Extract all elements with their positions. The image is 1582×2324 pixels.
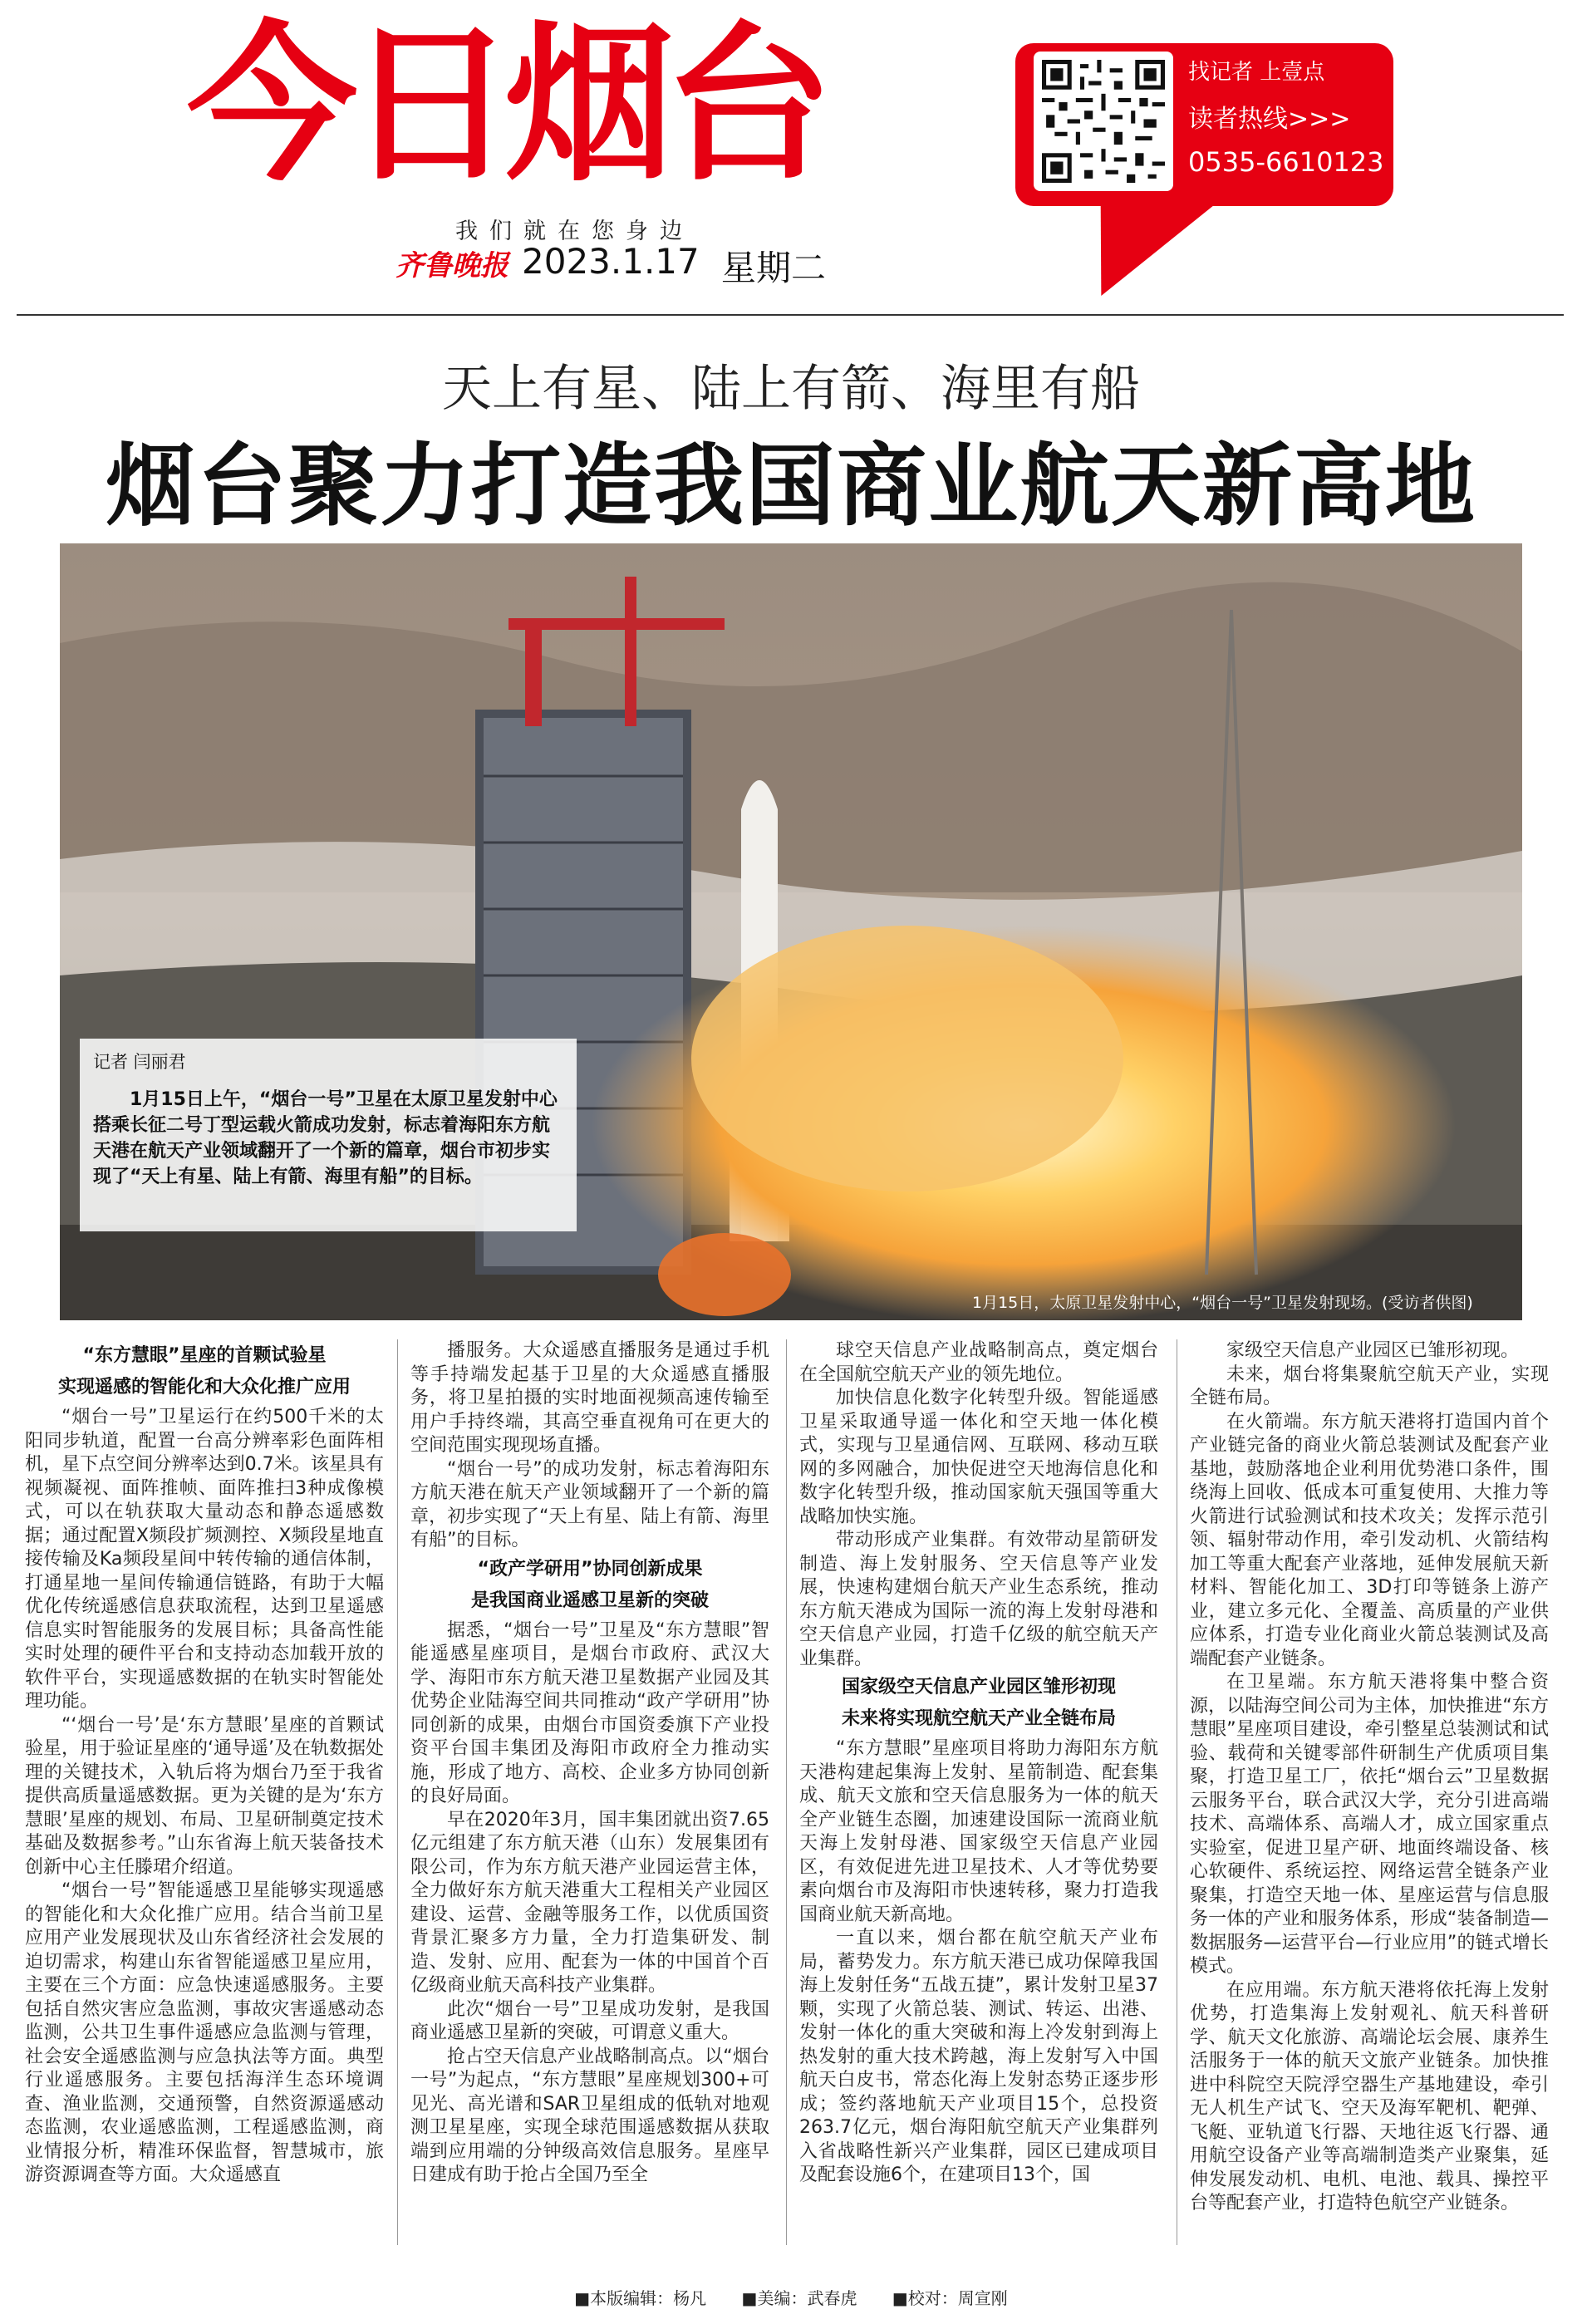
paragraph: 未来，烟台将集聚航空航天产业，实现全链布局。: [1190, 1363, 1549, 1408]
article-column-3: [799, 1339, 1158, 2188]
photo-caption: 1月15日，太原卫星发射中心，“烟台一号”卫星发射现场。(受访者供图): [972, 1294, 1473, 1312]
article-headline: 烟台聚力打造我国商业航天新高地: [105, 434, 1476, 538]
subheading: 未来将实现航空航天产业全链布局: [841, 1708, 1116, 1729]
lead-paragraph: 1月15日上午，“烟台一号”卫星在太原卫星发射中心搭乘长征二号丁型运载火箭成功发射，标志着海阳东方航天港在航天产业领域翻开了一个新的篇章，烟台市初步实现了“天上有星、陆上有箭、海里有船”的目标。: [93, 1089, 558, 1187]
paragraph: 据悉，“烟台一号”卫星及“东方慧眼”智能遥感星座项目，是烟台市政府、武汉大学、海阳市东方航天港卫星数据产业园及其优势企业陆海空间共同推动“政产学研用”协同创新的成果，由烟台市国资委旗下产业投资平台国丰集团及海阳市政府全力推动实施，形成了地方、高校、企业多方协同创新的良好局面。: [410, 1619, 769, 1806]
credit-designer: ■美编：武春虎: [741, 2288, 857, 2308]
paragraph: “烟台一号”智能遥感卫星能够实现遥感的智能化和大众化推广应用。结合当前卫星应用产业发展现状及山东省经济社会发展的迫切需求，构建山东省智能遥感卫星应用，主要在三个方面：应急快速遥感服务。主要包括自然灾害应急监测，事故灾害遥感动态监测，公共卫生事件遥感应急监测与管理，社会安全遥感监测与应急执法等方面。典型行业遥感服务。主要包括海洋生态环境调查、渔业监测，交通预警，自然资源遥感动态监测，农业遥感监测，工程遥感监测，商业情报分析，精准环保监督，智慧城市，旅游资源调查等方面。大众遥感直: [25, 1880, 384, 2185]
paragraph: “东方慧眼”星座项目将助力海阳东方航天港构建起集海上发射、星箭制造、配套集成、航天文旅和空天信息服务为一体的航天全产业链生态圈，加速建设国际一流商业航天海上发射母港、国家级空天信息产业园区，有效促进先进卫星技术、人才等优势要素向烟台市及海阳市快速转移，聚力打造我国商业航天新高地。: [799, 1738, 1158, 1925]
masthead-title: 今日烟台: [187, 7, 822, 204]
paragraph: “烟台一号”的成功发射，标志着海阳东方航天港在航天产业领域翻开了一个新的篇章，初步实现了“天上有星、陆上有箭、海里有船”的目标。: [410, 1458, 769, 1550]
paragraph: 播服务。大众遥感直播服务是通过手机等手持端发起基于卫星的大众遥感直播服务，将卫星拍摄的实时地面视频高速传输至用户手持终端，其高空垂直视角可在更大的空间范围实现现场直播。: [410, 1340, 769, 1456]
paragraph: 此次“烟台一号”卫星成功发射，是我国商业遥感卫星新的突破，可谓意义重大。: [410, 1998, 769, 2043]
qr-code-icon[interactable]: [1034, 52, 1173, 191]
subheading: “东方慧眼”星座的首颗试验星: [82, 1345, 327, 1366]
article-column-1: [25, 1339, 384, 2188]
qr-code-graphic: [1042, 60, 1165, 183]
paragraph: “‘烟台一号’是‘东方慧眼’星座的首颗试验星，用于验证星座的‘通导遥’及在轨数据处理的关键技术，入轨后将为烟台乃至于我省提供高质量遥感数据。更为关键的是为‘东方慧眼’星座的规划、布局、卫星研制奠定技术基础及数据参考。”山东省海上航天装备技术创新中心主任滕珺介绍道。: [25, 1714, 384, 1878]
hotline-slogan: 找记者 上壹点: [1188, 60, 1325, 85]
paragraph: 一直以来，烟台都在航空航天产业布局，蓄势发力。东方航天港已成功保障我国海上发射任务“五战五捷”，累计发射卫星37颗，实现了火箭总装、测试、转运、出港、发射一体化的重大突破和海上冷发射到海上热发射的重大技术跨越，海上发射写入中国航天白皮书，常态化海上发射态势正逐步形成；签约落地航天产业项目15个，总投资263.7亿元，烟台海阳航空航天产业集群列入省战略性新兴产业集群，园区已建成项目及配套设施6个，在建项目13个，国: [799, 1928, 1158, 2185]
paragraph: “烟台一号”卫星运行在约500千米的太阳同步轨道，配置一台高分辨率彩色面阵相机，星下点空间分辨率达到0.7米。该星具有视频凝视、面阵推帧、面阵推扫3种成像模式，可以在轨获取大量动态和静态遥感数据；通过配置X频段扩频测控、X频段星地直接传输及Ka频段星间中转传输的通信体制，打通星地一星间传输通信链路，有助于大幅优化传统遥感信息获取流程，达到卫星遥感信息实时智能服务的发展目标；具备高性能实时处理的硬件平台和支持动态加载开放的软件平台，实现遥感数据的在轨实时智能处理功能。: [25, 1407, 384, 1712]
credit-proofreader: ■校对：周宣刚: [892, 2288, 1008, 2308]
issue-weekday: 星期二: [721, 248, 827, 288]
subheading: “政产学研用”协同创新成果: [477, 1558, 703, 1580]
paragraph: 带动形成产业集群。有效带动星箭研发制造、海上发射服务、空天信息等产业发展，快速构建烟台航天产业生态系统，推动东方航天港成为国际一流的海上发射母港和空天信息产业园，打造千亿级的航空航天产业集群。: [799, 1530, 1158, 1669]
masthead-divider: [17, 314, 1564, 316]
paragraph: 在卫星端。东方航天港将集中整合资源，以陆海空间公司为主体，加快推进“东方慧眼”星座项目建设，牵引整星总装测试和试验、载荷和关键零部件研制生产优质项目集聚，打造卫星工厂，依托“烟台云”卫星数据云服务平台，联合武汉大学，充分引进高端技术、高端体系、高端人才，成立国家重点实验室，促进卫星产研、地面终端设备、核心软硬件、系统运控、网络运营全链条产业聚集，打造空天地一体、星座运营与信息服务一体的产业和服务体系，形成“装备制造—数据服务—运营平台—行业应用”的链式增长模式。: [1190, 1672, 1549, 1977]
paragraph: 在应用端。东方航天港将依托海上发射优势，打造集海上发射观礼、航天科普研学、航天文化旅游、高端论坛会展、康养生活服务于一体的航天文旅产业链条。加快推进中科院空天院浮空器生产基地建设，牵引无人机生产试飞、空天及海军靶机、靶弹、飞艇、亚轨道飞行器、天地往返飞行器、通用航空设备产业等高端制造类产业聚集，延伸发展发动机、电机、电池、载具、操控平台等配套产业，打造特色航空产业链条。: [1190, 1979, 1549, 2213]
page-credits: [0, 2285, 1582, 2309]
column-divider: [397, 1339, 398, 2245]
paragraph: 在火箭端。东方航天港将打造国内首个产业链完备的商业火箭总装测试及配套产业基地，鼓励落地企业利用优势港口条件，围绕海上回收、低成本可重复使用、大推力等火箭进行试验测试和技术攻关；发挥示范引领、辐射带动作用，牵引发动机、火箭结构加工等重大配套产业落地，延伸发展航天新材料、智能化加工、3D打印等链条上游产业，建立多元化、全覆盖、高质量的产业供应体系，打造专业化商业火箭总装测试及高端配套产业链条。: [1190, 1411, 1549, 1669]
article-column-4: [1190, 1339, 1549, 2216]
paragraph: 加快信息化数字化转型升级。智能遥感卫星采取通导遥一体化和空天地一体化模式，实现与卫星通信网、互联网、移动互联网的多网融合，加快促进空天地海信息化和数字化转型升级，推动国家航天强国等重大战略加快实施。: [799, 1388, 1158, 1527]
reporter-byline: 记者 闫丽君: [93, 1052, 186, 1072]
hotline-phone[interactable]: 0535-6610123: [1188, 146, 1384, 178]
column-divider: [786, 1339, 787, 2245]
paragraph: 球空天信息产业战略制高点，奠定烟台在全国航空航天产业的领先地位。: [799, 1340, 1158, 1385]
paragraph: 家级空天信息产业园区已雏形初现。: [1226, 1340, 1520, 1361]
subheading: 实现遥感的智能化和大众化推广应用: [57, 1377, 351, 1398]
hotline-bubble-tail: [1043, 196, 1225, 296]
paper-name: 齐鲁晚报: [396, 249, 508, 283]
article-column-2: [410, 1339, 769, 2188]
credit-editor: ■本版编辑：杨凡: [574, 2288, 707, 2308]
paragraph: 抢占空天信息产业战略制高点。以“烟台一号”为起点，“东方慧眼”星座规划300+可见光、高光谱和SAR卫星组成的低轨对地观测卫星星座，实现全球范围遥感数据从获取端到应用端的分钟级高效信息服务。星座早日建成有助于抢占全国乃至全: [410, 2046, 769, 2185]
issue-date: 2023.1.17: [522, 241, 700, 282]
subheading: 国家级空天信息产业园区雏形初现: [841, 1677, 1116, 1698]
hotline-label: 读者热线>>>: [1188, 105, 1351, 134]
subheading: 是我国商业遥感卫星新的突破: [470, 1589, 709, 1611]
paragraph: 早在2020年3月，国丰集团就出资7.65亿元组建了东方航天港（山东）发展集团有限公司，作为东方航天港产业园运营主体，全力做好东方航天港重大工程相关产业园区建设、运营、金融等服务工作，以优质国资背景汇聚多方力量，全力打造集研发、制造、发射、应用、配套为一体的中国首个百亿级商业航天高科技产业集群。: [410, 1809, 769, 1996]
article-kicker: 天上有星、陆上有箭、海里有船: [442, 360, 1140, 418]
masthead-motto: 我们就在您身边: [455, 219, 694, 244]
